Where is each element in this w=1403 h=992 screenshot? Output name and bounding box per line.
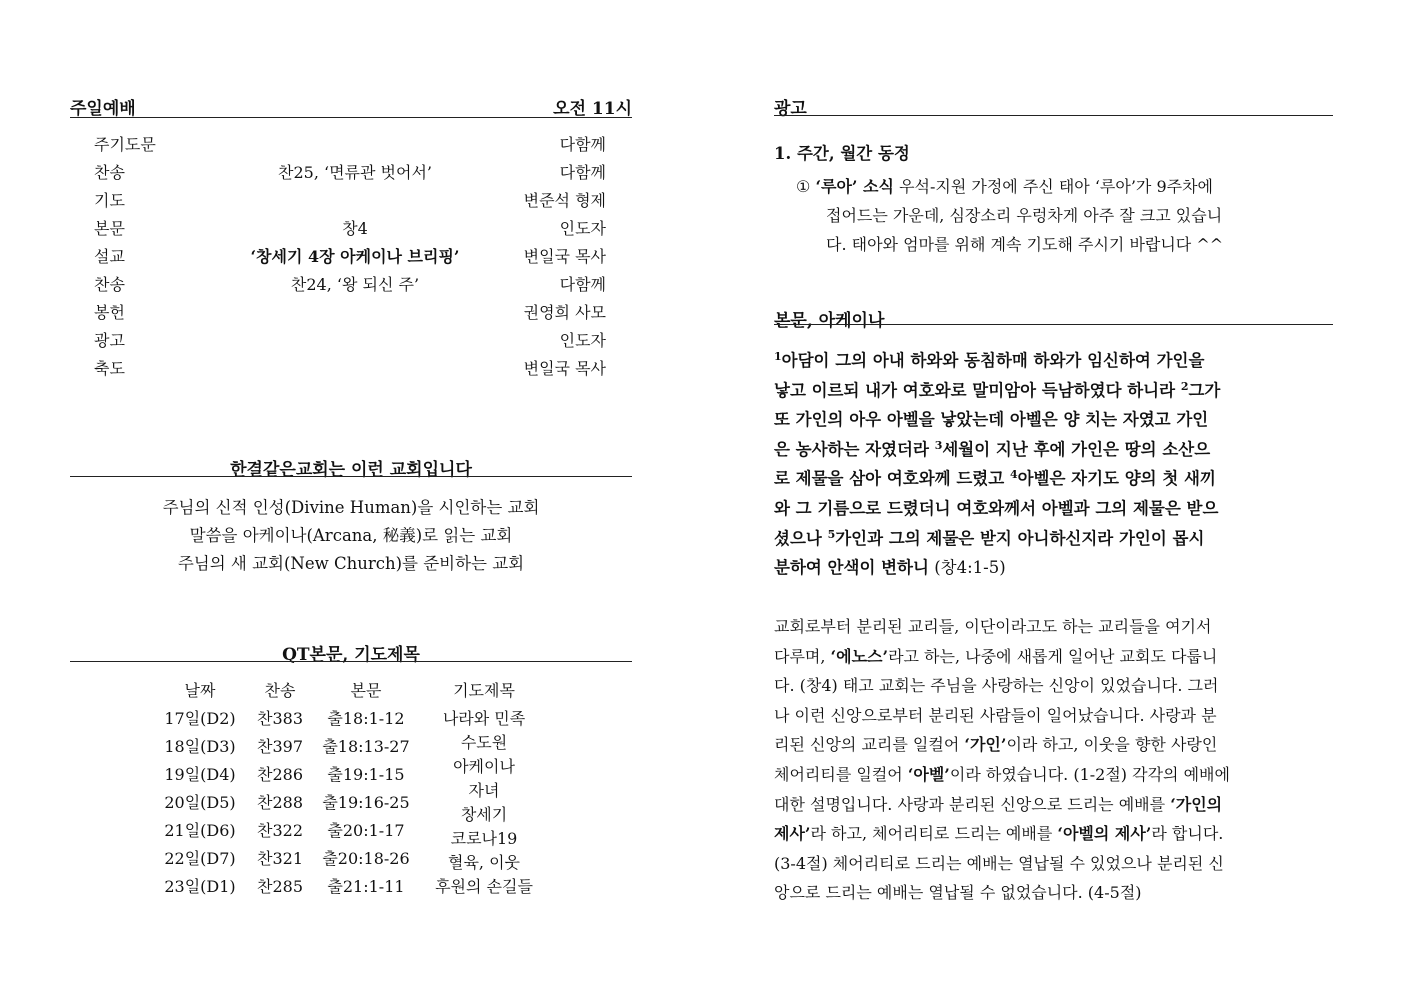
order-label: 설교	[94, 247, 125, 266]
qt-date: 22일(D7)	[164, 849, 236, 868]
verse-number: 3	[934, 438, 943, 452]
commentary-line	[774, 819, 1334, 849]
notice-title: 광고	[774, 99, 807, 119]
qt-header-hymn: 찬송	[264, 681, 296, 700]
order-row	[70, 300, 630, 328]
qt-passage: 출20:1-17	[327, 821, 405, 840]
commentary-emphasis: ‘가인’	[964, 735, 1007, 755]
commentary-line: 앙으로 드리는 예배는 열납될 수 없었습니다. (4-5절)	[774, 883, 1142, 903]
qt-header-passage: 본문	[350, 681, 382, 700]
scripture-rule	[774, 324, 1333, 325]
qt-date: 21일(D6)	[164, 821, 236, 840]
verse-number: 5	[827, 527, 836, 541]
commentary-line	[774, 790, 1334, 820]
commentary	[774, 612, 1334, 908]
qt-passage: 출18:1-12	[327, 709, 405, 728]
commentary-emphasis: ‘아벨의 제사’	[1057, 824, 1152, 844]
order-row	[70, 160, 630, 188]
scripture-text: 낳고 이르되 내가 여호와로 말미암아 득남하였다 하니라	[774, 380, 1181, 400]
order-label: 축도	[94, 359, 125, 378]
verse-number: 4	[1009, 468, 1018, 482]
order-label: 광고	[94, 331, 125, 350]
qt-rule	[70, 661, 632, 662]
scripture-text: 또 가인의 아우 아벨을 낳았는데 아벨은 양 치는 자였고 가인	[774, 410, 1209, 430]
order-row	[70, 356, 630, 384]
qt-prayer: 나라와 민족	[442, 709, 526, 728]
commentary-text: 이라 하였습니다. (1-2절) 각각의 예배에	[949, 764, 1230, 784]
qt-hymn: 찬397	[257, 737, 303, 756]
scripture-reference: (창4:1-5)	[928, 558, 1006, 578]
notice-sub-text: 접어드는 가운데, 심장소리 우렁차게 아주 잘 크고 있습니	[826, 206, 1223, 225]
qt-passage: 출21:1-11	[327, 877, 405, 896]
verse-number: 1	[774, 350, 782, 363]
worship-order	[70, 132, 630, 392]
notice-item-title: 1. 주간, 월간 동정	[774, 144, 910, 163]
commentary-text: 이라 하고, 이웃을 향한 사랑인	[1006, 735, 1218, 755]
commentary-text: 라고 하는, 나중에 새롭게 일어난 교회도 다룹니	[888, 646, 1218, 666]
order-row	[70, 244, 630, 272]
qt-prayer: 자녀	[468, 781, 500, 800]
order-middle: 창4	[342, 219, 368, 238]
worship-title: 주일예배	[70, 99, 136, 119]
commentary-line	[774, 730, 1334, 760]
order-row	[70, 272, 630, 300]
order-row	[70, 328, 630, 356]
qt-hymn: 찬286	[257, 765, 303, 784]
commentary-line: 다. (창4) 태고 교회는 주님을 사랑하는 신앙이 있었습니다. 그러	[774, 676, 1219, 696]
order-right: 다함께	[559, 163, 606, 182]
commentary-text: 체어리티를 일컬어	[774, 764, 908, 784]
scripture-title: 본문, 아케이나	[774, 311, 885, 331]
commentary-text: 라 합니다.	[1151, 824, 1224, 844]
order-row	[70, 216, 630, 244]
order-label: 봉헌	[94, 303, 125, 322]
scripture-passage	[774, 346, 1334, 583]
verse-number: 2	[1180, 379, 1189, 393]
qt-prayer: 아케이나	[453, 757, 515, 776]
qt-hymn: 찬322	[257, 821, 303, 840]
qt-prayer: 코로나19	[450, 829, 518, 848]
qt-header-date: 날짜	[184, 681, 216, 700]
scripture-text: 은 농사하는 자였더라	[774, 439, 935, 459]
church-line: 주님의 신적 인성(Divine Human)을 시인하는 교회	[162, 498, 540, 517]
order-label: 본문	[94, 219, 125, 238]
commentary-line: 교회로부터 분리된 교리들, 이단이라고도 하는 교리들을 여기서	[774, 617, 1212, 636]
notice-sub-item	[796, 174, 1213, 197]
qt-title: QT본문, 기도제목	[282, 645, 420, 665]
commentary-emphasis: 제사’	[774, 824, 811, 844]
scripture-text: 가인과 그의 제물은 받지 아니하신지라 가인이 몹시	[835, 528, 1205, 548]
qt-prayer: 창세기	[460, 805, 508, 824]
notice-sub-text: 다. 태아와 엄마를 위해 계속 기도해 주시기 바랍니다 ^^	[826, 235, 1224, 254]
order-label: 기도	[94, 191, 125, 210]
order-middle: 찬25, ‘면류관 벗어서’	[278, 163, 432, 182]
worship-time: 오전 11시	[553, 99, 632, 119]
order-label: 찬송	[94, 275, 125, 294]
order-label: 주기도문	[94, 135, 156, 154]
church-rule	[70, 476, 632, 477]
qt-date: 23일(D1)	[164, 877, 236, 896]
order-right: 다함께	[559, 135, 606, 154]
worship-rule	[70, 117, 632, 118]
notice-sub-bold: ‘루아’ 소식	[815, 177, 894, 196]
notice-sub-text: 우석-지원 가정에 주신 태아 ‘루아’가 9주차에	[893, 177, 1214, 196]
qt-date: 20일(D5)	[164, 793, 236, 812]
scripture-text: 와 그 기름으로 드렸더니 여호와께서 아벨과 그의 제물은 받으	[774, 498, 1219, 518]
qt-prayer-extra: 후원의 손길들	[435, 877, 533, 896]
order-right: 권영희 사모	[523, 303, 606, 322]
order-right: 변준석 형제	[523, 191, 606, 210]
qt-prayer: 수도원	[460, 733, 508, 752]
scripture-text: 아벨은 자기도 양의 첫 새끼	[1017, 469, 1216, 489]
qt-header-prayer: 기도제목	[453, 681, 515, 700]
church-title: 한결같은교회는 이런 교회입니다	[230, 460, 472, 480]
order-right: 인도자	[559, 331, 606, 350]
order-row	[70, 132, 630, 160]
qt-passage: 출18:13-27	[322, 737, 410, 756]
commentary-emphasis: ‘에노스’	[830, 646, 889, 666]
notice-rule	[774, 115, 1333, 116]
order-right: 다함께	[559, 275, 606, 294]
scripture-text: 아담이 그의 아내 하와와 동침하매 하와가 임신하여 가인을	[781, 351, 1205, 370]
scripture-text: 세월이 지난 후에 가인은 땅의 소산으	[942, 439, 1211, 459]
order-right: 변일국 목사	[523, 359, 606, 378]
qt-date: 19일(D4)	[164, 765, 236, 784]
qt-hymn: 찬288	[257, 793, 303, 812]
church-line: 말씀을 아케이나(Arcana, 秘義)로 읽는 교회	[189, 526, 513, 545]
qt-hymn: 찬321	[257, 849, 303, 868]
qt-passage: 출20:18-26	[322, 849, 410, 868]
qt-hymn: 찬285	[257, 877, 303, 896]
qt-date: 17일(D2)	[164, 709, 236, 728]
church-line: 주님의 새 교회(New Church)를 준비하는 교회	[177, 554, 525, 573]
commentary-line	[774, 642, 1334, 672]
sermon-title: ‘창세기 4장 아케이나 브리핑’	[250, 247, 460, 266]
order-label: 찬송	[94, 163, 125, 182]
qt-passage: 출19:1-15	[327, 765, 405, 784]
order-middle: 찬24, ‘왕 되신 주’	[290, 275, 420, 294]
qt-passage: 출19:16-25	[322, 793, 410, 812]
scripture-text: 로 제물을 삼아 여호와께 드렸고	[774, 469, 1010, 489]
order-right: 인도자	[559, 219, 606, 238]
notice-marker: ①	[796, 177, 811, 196]
scripture-text: 분하여 안색이 변하니	[774, 558, 929, 578]
commentary-emphasis: ‘가인의	[1170, 794, 1223, 814]
commentary-line: (3-4절) 체어리티로 드리는 예배는 열납될 수 있었으나 분리된 신	[774, 853, 1224, 873]
commentary-line	[774, 760, 1334, 790]
commentary-text: 라 하고, 체어리티로 드리는 예배를	[810, 824, 1058, 844]
commentary-text: 대한 설명입니다. 사랑과 분리된 신앙으로 드리는 예배를	[774, 794, 1171, 814]
qt-date: 18일(D3)	[164, 737, 236, 756]
scripture-text: 셨으나	[774, 528, 828, 548]
order-right: 변일국 목사	[523, 247, 606, 266]
scripture-text: 그가	[1188, 380, 1221, 400]
commentary-text: 리된 신앙의 교리를 일컬어	[774, 735, 965, 755]
commentary-line: 나 이런 신앙으로부터 분리된 사람들이 일어났습니다. 사랑과 분	[774, 705, 1217, 725]
commentary-text: 다루며,	[774, 646, 831, 666]
qt-hymn: 찬383	[257, 709, 303, 728]
order-row	[70, 188, 630, 216]
commentary-emphasis: ‘아벨’	[907, 764, 950, 784]
qt-prayer: 혈육, 이웃	[448, 853, 520, 872]
